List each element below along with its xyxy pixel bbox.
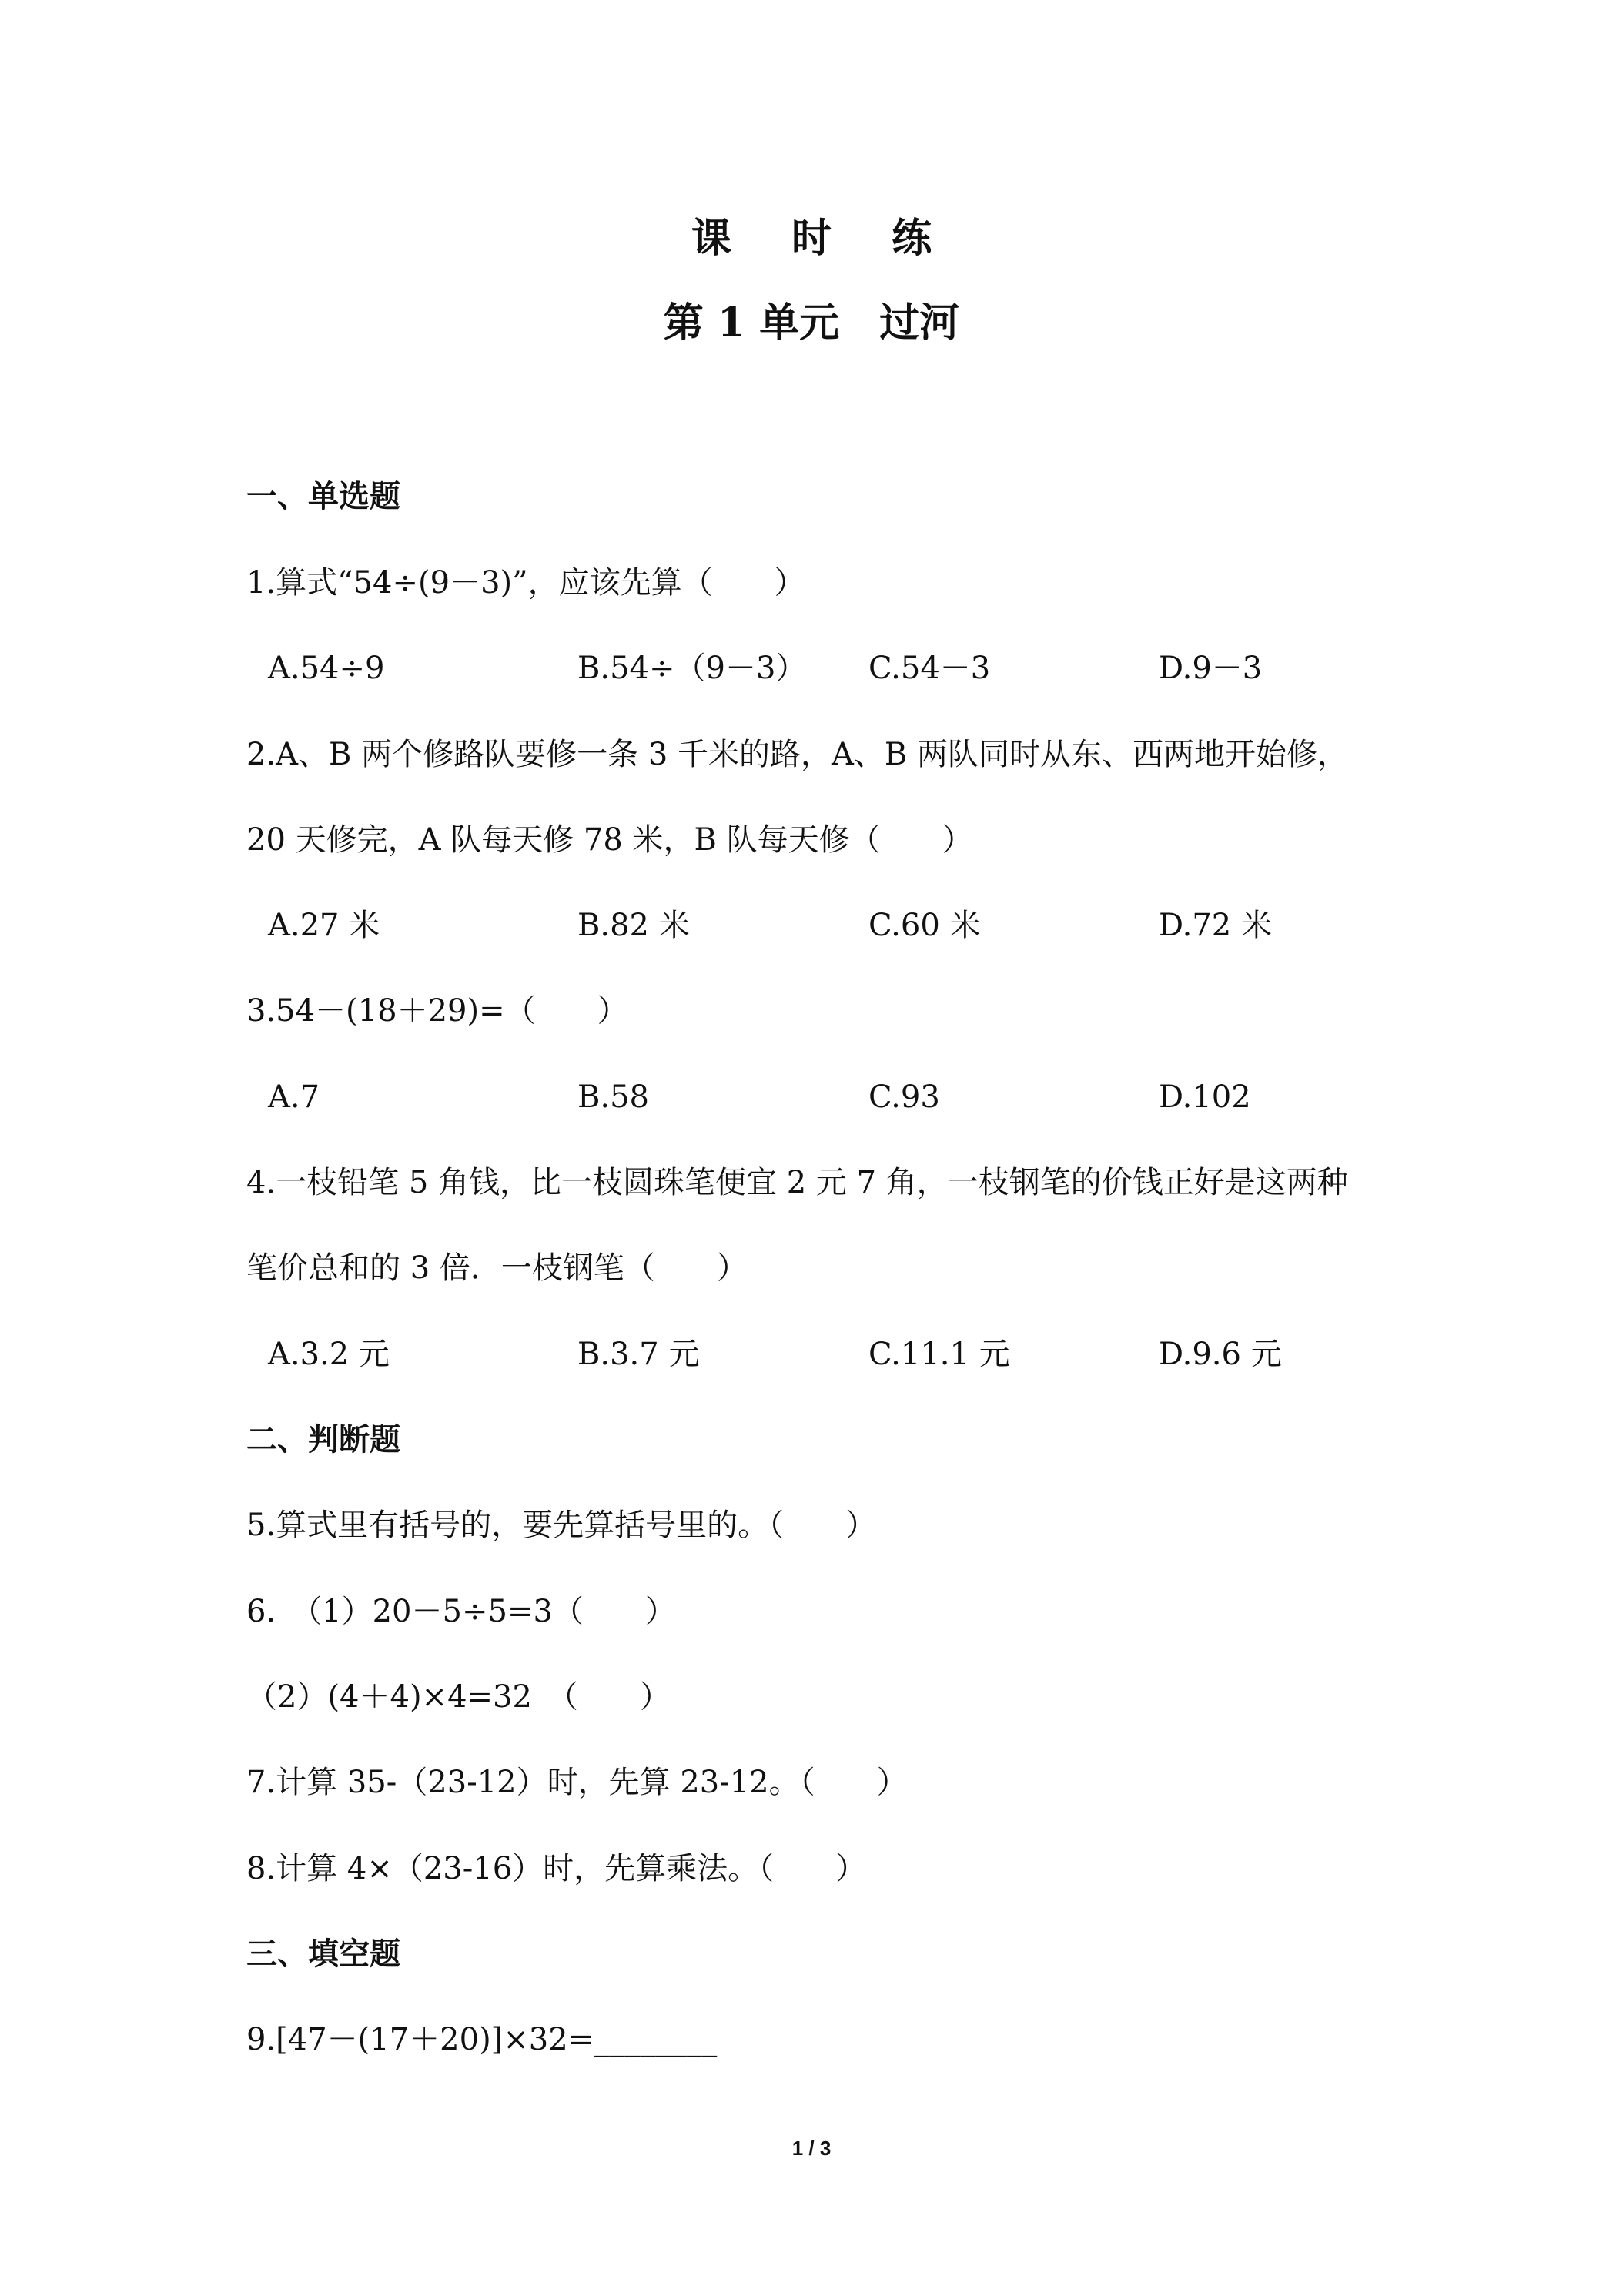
question-3-option-b: B.58 [577, 1079, 650, 1115]
question-3-option-d: D.102 [1159, 1079, 1251, 1115]
question-1-option-b: B.54÷（9－3） [577, 651, 807, 686]
question-6-part-1: 6. （1）20－5÷5=3（ ） [246, 1594, 676, 1629]
section-heading-true-false: 二、判断题 [246, 1421, 400, 1458]
question-2-option-c: C.60 米 [868, 908, 981, 943]
question-4-line-1: 4.一枝铅笔 5 角钱，比一枝圆珠笔便宜 2 元 7 角，一枝钢笔的价钱正好是这两种 [246, 1165, 1348, 1200]
question-7: 7.计算 35-（23-12）时，先算 23-12。（ ） [246, 1765, 908, 1800]
question-1-option-c: C.54－3 [868, 651, 991, 686]
question-4-option-d: D.9.6 元 [1159, 1337, 1282, 1372]
question-1-option-a: A.54÷9 [268, 651, 385, 686]
section-heading-single-choice: 一、单选题 [246, 478, 400, 514]
question-4-line-2: 笔价总和的 3 倍．一枝钢笔（ ） [246, 1250, 748, 1286]
question-3-option-c: C.93 [868, 1079, 940, 1115]
question-2-option-b: B.82 米 [577, 908, 690, 943]
question-2-option-a: A.27 米 [268, 908, 380, 943]
question-8: 8.计算 4×（23-16）时，先算乘法。（ ） [246, 1851, 867, 1886]
question-5: 5.算式里有括号的，要先算括号里的。（ ） [246, 1508, 877, 1543]
question-1-option-d: D.9－3 [1159, 651, 1263, 686]
question-2-line-2: 20 天修完，A 队每天修 78 米，B 队每天修（ ） [246, 822, 973, 858]
question-4-option-c: C.11.1 元 [868, 1337, 1010, 1372]
question-3: 3.54－(18＋29)=（ ） [246, 993, 628, 1029]
question-4-option-a: A.3.2 元 [268, 1337, 390, 1372]
question-2-option-d: D.72 米 [1159, 908, 1272, 943]
question-3-option-a: A.7 [268, 1079, 320, 1115]
question-1: 1.算式“54÷(9－3)”，应该先算（ ） [246, 565, 805, 601]
section-heading-fill-blank: 三、填空题 [246, 1936, 400, 1972]
document-subtitle: 第 1 单元 过河 [663, 300, 960, 346]
document-title: 课 时 练 [691, 215, 955, 262]
question-2-line-1: 2.A、B 两个修路队要修一条 3 千米的路，A、B 两队同时从东、西两地开始修， [246, 737, 1349, 772]
page-number: 1 / 3 [791, 2137, 832, 2160]
question-4-option-b: B.3.7 元 [577, 1337, 700, 1372]
question-6-part-2: （2）(4＋4)×4=32 （ ） [246, 1679, 671, 1715]
question-9: 9.[47－(17＋20)]×32=________ [246, 2022, 718, 2057]
